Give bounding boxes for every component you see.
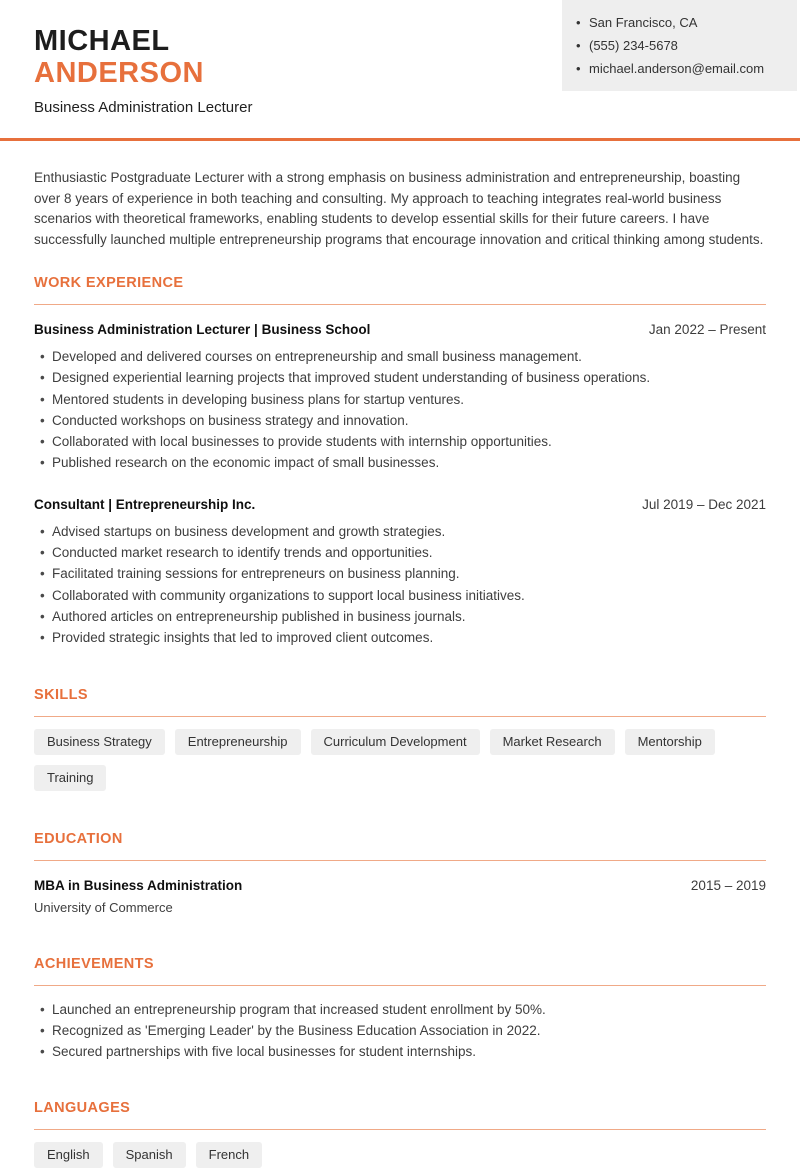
job-dates: Jan 2022 – Present [648,322,766,337]
education-entry [34,877,766,916]
experience-bullet: • Facilitated training sessions for entrepreneurs on business planning. [34,566,766,582]
degree-title: MBA in Business Administration [34,877,243,893]
skill-tag: Business Strategy [34,729,165,755]
contact-box [562,0,797,91]
job-header [34,321,766,338]
language-tag: French [196,1142,262,1168]
experience-bullet: • Conducted market research to identify trends and opportunities. [34,545,766,561]
contact-item: • michael.anderson@email.com [576,57,781,80]
resume-body [0,168,800,1168]
job-title-text: Business Administration Lecturer | Business School [34,322,371,337]
experience-bullet: • Advised startups on business development and growth strategies. [34,524,766,540]
contact-item: • San Francisco, CA [576,11,781,34]
header-divider [0,138,800,141]
skill-tag: Mentorship [625,729,715,755]
achievement-bullet: • Secured partnerships with five local businesses for student internships. [34,1044,766,1060]
languages-heading: LANGUAGES [34,1100,766,1130]
skills-heading: SKILLS [34,687,766,717]
section-achievements [34,956,766,1061]
skill-tag: Curriculum Development [311,729,480,755]
experience-bullet: • Developed and delivered courses on entrepreneurship and small business management. [34,349,766,365]
contact-list [576,11,781,80]
education-heading: EDUCATION [34,831,766,861]
experience-bullet: • Published research on the economic impact of small businesses. [34,455,766,471]
job-entry [34,496,766,647]
section-skills [34,687,766,791]
school-name: University of Commerce [34,899,173,915]
skill-tag: Training [34,765,106,791]
job-header [34,496,766,513]
experience-bullet: • Designed experiential learning projects that improved student understanding of business operations. [34,370,766,386]
skill-tag-list [34,729,766,791]
experience-bullet: • Mentored students in developing business plans for startup ventures. [34,392,766,408]
experience-bullet: • Conducted workshops on business strategy and innovation. [34,413,766,429]
skill-tag: Market Research [490,729,615,755]
resume-header [0,0,800,118]
first-name: MICHAEL [34,25,170,57]
section-education [34,831,766,916]
achievement-bullet: • Recognized as 'Emerging Leader' by the Business Education Association in 2022. [34,1023,766,1039]
language-tag: English [34,1142,103,1168]
education-dates: 2015 – 2019 [690,877,766,893]
language-tag-list [34,1142,766,1168]
job-title-text: Consultant | Entrepreneurship Inc. [34,496,256,512]
last-name: ANDERSON [34,57,204,89]
job-bullet-list [34,349,766,472]
job-entry [34,321,766,472]
experience-bullet: • Authored articles on entrepreneurship published in business journals. [34,609,766,625]
language-tag: Spanish [113,1142,186,1168]
work-experience-heading: WORK EXPERIENCE [34,275,766,305]
experience-bullet: • Collaborated with community organizations to support local business initiatives. [34,588,766,604]
achievements-heading: ACHIEVEMENTS [34,956,766,986]
skill-tag: Entrepreneurship [175,729,301,755]
summary-paragraph: Enthusiastic Postgraduate Lecturer with a strong emphasis on business administration and entrepreneurship, boasting over 8 years of experience in both teaching and consulting. My approach to teaching integrates real-world business scenarios with theoretical frameworks, enabling students to develop essential skills for their future careers. I have successfully launched multiple entrepreneurship programs that encourage innovation and critical thinking among students. [34,170,764,247]
job-bullet-list [34,524,766,647]
job-dates: Jul 2019 – Dec 2021 [642,496,766,512]
headline-job-title: Business Administration Lecturer [34,99,253,116]
achievement-bullet: • Launched an entrepreneurship program that increased student enrollment by 50%. [34,1002,766,1018]
education-header [34,877,766,894]
section-languages [34,1100,766,1168]
section-work-experience [34,275,766,647]
achievement-bullet-list [34,1002,766,1061]
experience-bullet: • Provided strategic insights that led to improved client outcomes. [34,630,766,646]
experience-bullet: • Collaborated with local businesses to provide students with internship opportunities. [34,434,766,450]
contact-item: • (555) 234-5678 [576,34,781,57]
